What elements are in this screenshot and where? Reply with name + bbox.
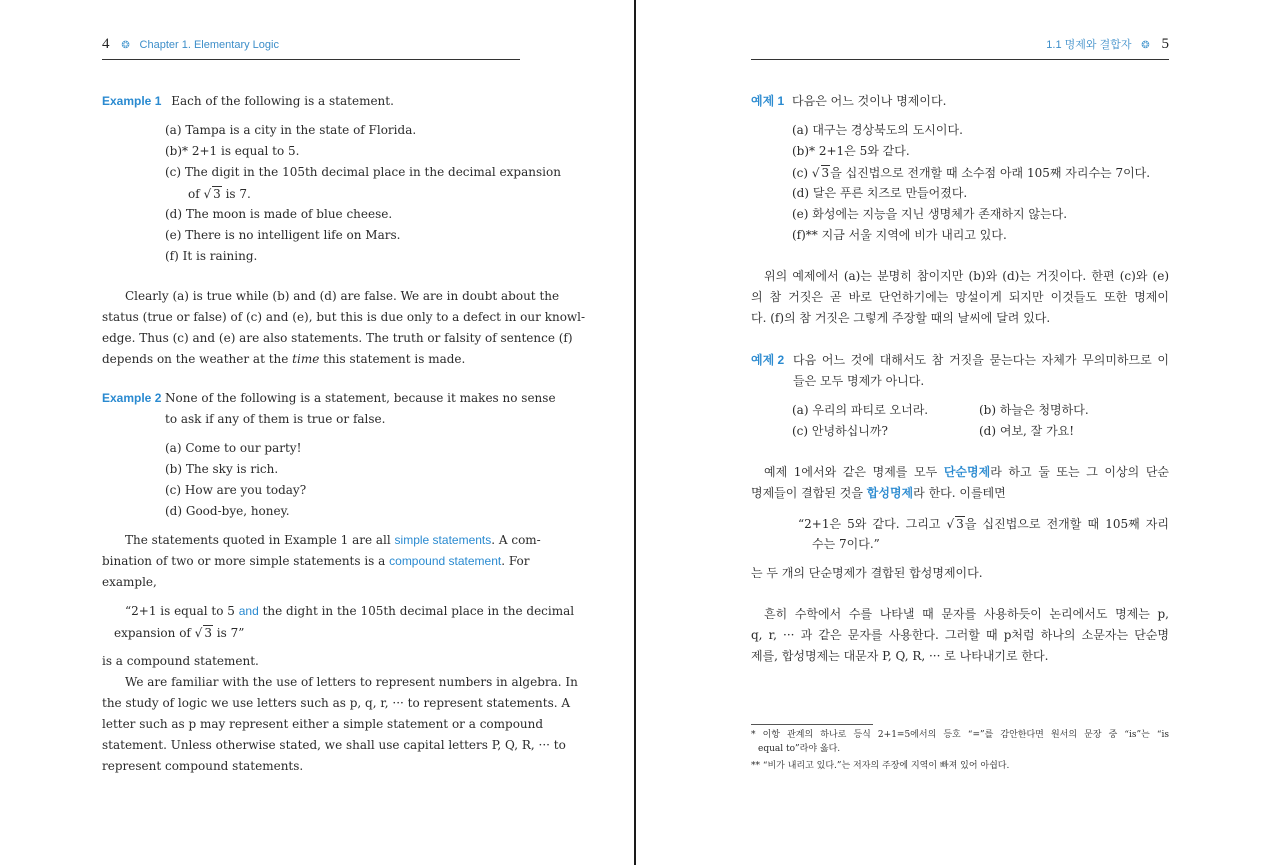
right-page-number: 5 (1161, 36, 1169, 52)
quote-line: 수는 7이다.” (812, 537, 880, 551)
paragraph-line: to ask if any of them is true or false. (165, 412, 386, 426)
example-1 (102, 94, 394, 108)
paragraph-line: statement. Unless otherwise stated, we shall use capital letters P, Q, R, ··· to (102, 738, 566, 752)
footnote: equal to”라야 옳다. (758, 744, 841, 754)
section-title: 1.1 명제와 결합자 (1046, 39, 1132, 51)
quote-line: “2+1 is equal to 5 and the dight in the 105th decimal place in the decimal (125, 604, 575, 618)
footnote: ** “비가 내리고 있다.”는 저자의 주장에 지역이 빠져 있어 아쉽다. (751, 761, 1010, 771)
paragraph-line: 흔히 수학에서 수를 나타낼 때 문자를 사용하듯이 논리에서도 명제는 p, (764, 607, 1169, 621)
example-2-label: Example 2 (102, 391, 162, 405)
example-1-intro: Each of the following is a statement. (171, 94, 394, 108)
list-item: (b) The sky is rich. (165, 462, 279, 476)
radicand: 3 (204, 626, 212, 640)
list-item: (b)* 2+1 is equal to 5. (165, 144, 300, 158)
paragraph-line: depends on the weather at the time this statement is made. (102, 352, 466, 366)
list-item: (d) 여보, 잘 가요! (979, 424, 1075, 438)
list-item: (c) 안녕하십니까? (792, 424, 888, 438)
list-item: (b) 하늘은 청명하다. (979, 403, 1089, 417)
paragraph-line: example, (102, 575, 157, 589)
list-item: (a) 대구는 경상북도의 도시이다. (792, 123, 963, 137)
ornament-icon: ❂ (121, 40, 130, 51)
list-item: (f)** 지금 서울 지역에 비가 내리고 있다. (792, 228, 1007, 242)
example-2-label: 예제 2 (751, 353, 785, 367)
ornament-icon: ❂ (1141, 40, 1150, 51)
header-rule (102, 59, 520, 60)
example-1-label: 예제 1 (751, 94, 785, 108)
left-page-number: 4 (102, 36, 110, 52)
list-item: (e) 화성에는 지능을 지닌 생명체가 존재하지 않는다. (792, 207, 1068, 221)
paragraph-line: 명제들이 결합된 것을 합성명제라 한다. 이를테면 (751, 486, 1006, 500)
term-simple-statements: simple statements (394, 533, 492, 547)
paragraph-line: Clearly (a) is true while (b) and (d) are false. We are in doubt about the (125, 289, 560, 303)
quote-line: expansion of √ 3 is 7” (114, 626, 245, 640)
list-item: (a) 우리의 파티로 오너라. (792, 403, 929, 417)
list-item: (e) There is no intelligent life on Mars. (165, 228, 401, 242)
radicand: 3 (821, 166, 830, 180)
left-running-header (102, 36, 279, 52)
paragraph-line: 다. (f)의 참 거짓은 그렇게 주장할 때의 날씨에 달려 있다. (751, 311, 1051, 325)
list-item: (f) It is raining. (165, 249, 258, 263)
example-2 (102, 391, 161, 405)
example-1-label: Example 1 (102, 94, 162, 108)
right-page (636, 0, 1265, 865)
paragraph-line: q, r, ··· 과 같은 문자를 사용한다. 그러할 때 p처럼 하나의 소문자는 단순명 (751, 628, 1169, 642)
paragraph-line: letter such as p may represent either a simple statement or a compound (102, 717, 544, 731)
list-item: (d) The moon is made of blue cheese. (165, 207, 393, 221)
paragraph-line: bination of two or more simple statements is a compound statement. For (102, 554, 530, 568)
paragraph-line: 위의 예제에서 (a)는 분명히 참이지만 (b)와 (d)는 거짓이다. 한편 (c)와 (e) (764, 269, 1169, 283)
list-item: (a) Come to our party! (165, 441, 302, 455)
paragraph-line: edge. Thus (c) and (e) are also statements. The truth or falsity of sentence (f) (102, 331, 573, 345)
paragraph-line: 의 참 거짓은 곧 바로 단언하기에는 망설이게 되지만 이것들도 또한 명제이 (751, 290, 1169, 304)
list-item: of √ 3 is 7. (188, 187, 251, 201)
header-rule (751, 59, 1169, 60)
chapter-title: Chapter 1. Elementary Logic (139, 39, 279, 51)
paragraph-line: represent compound statements. (102, 759, 304, 773)
list-item: (b)* 2+1은 5와 같다. (792, 144, 910, 158)
list-item: (c) √ 3을 십진법으로 전개할 때 소수점 아래 105째 자리수는 7이다. (792, 166, 1151, 180)
example-1 (751, 94, 946, 108)
example-2 (751, 353, 784, 367)
quote-line: “2+1은 5와 같다. 그리고 √ 3을 십진법으로 전개할 때 105째 자리 (798, 517, 1169, 531)
paragraph-line: status (true or false) of (c) and (e), but this is due only to a defect in our knowl- (102, 310, 586, 324)
term-compound-statement-ko: 합성명제 (866, 486, 914, 500)
list-item: (c) The digit in the 105th decimal place in the decimal expansion (165, 165, 561, 179)
footnote: * 이항 관계의 하나로 등식 2+1=5에서의 등호 “=”를 감안한다면 원서의 문장 중 “is”는 “is (751, 730, 1169, 740)
list-item: (a) Tampa is a city in the state of Florida. (165, 123, 417, 137)
list-item: (c) How are you today? (165, 483, 307, 497)
list-item: (d) Good-bye, honey. (165, 504, 290, 518)
radicand: 3 (213, 187, 221, 201)
paragraph-line: 는 두 개의 단순명제가 결합된 합성명제이다. (751, 566, 983, 580)
term-simple-statement-ko: 단순명제 (943, 465, 991, 479)
paragraph-line: 제를, 합성명제는 대문자 P, Q, R, ··· 로 나타내기로 한다. (751, 649, 1049, 663)
example-1-intro: 다음은 어느 것이나 명제이다. (792, 94, 947, 108)
radicand: 3 (956, 517, 964, 531)
list-item: (d) 달은 푸른 치즈로 만들어졌다. (792, 186, 968, 200)
paragraph-line: 다음 어느 것에 대해서도 참 거짓을 묻는다는 자체가 무의미하므로 이 (793, 353, 1169, 367)
paragraph-line: 예제 1에서와 같은 명제를 모두 단순명제라 하고 둘 또는 그 이상의 단순 (764, 465, 1170, 479)
paragraph-line: the study of logic we use letters such as p, q, r, ··· to represent statements. A (102, 696, 571, 710)
paragraph-line: 들은 모두 명제가 아니다. (793, 374, 925, 388)
paragraph-line: None of the following is a statement, because it makes no sense (165, 391, 556, 405)
paragraph-line: The statements quoted in Example 1 are all simple statements. A com- (125, 533, 541, 547)
paragraph-line: We are familiar with the use of letters to represent numbers in algebra. In (125, 675, 578, 689)
term-compound-statement: compound statement (389, 554, 502, 568)
right-running-header (1046, 36, 1169, 52)
paragraph-line: is a compound statement. (102, 654, 259, 668)
footnote-rule (751, 724, 873, 725)
